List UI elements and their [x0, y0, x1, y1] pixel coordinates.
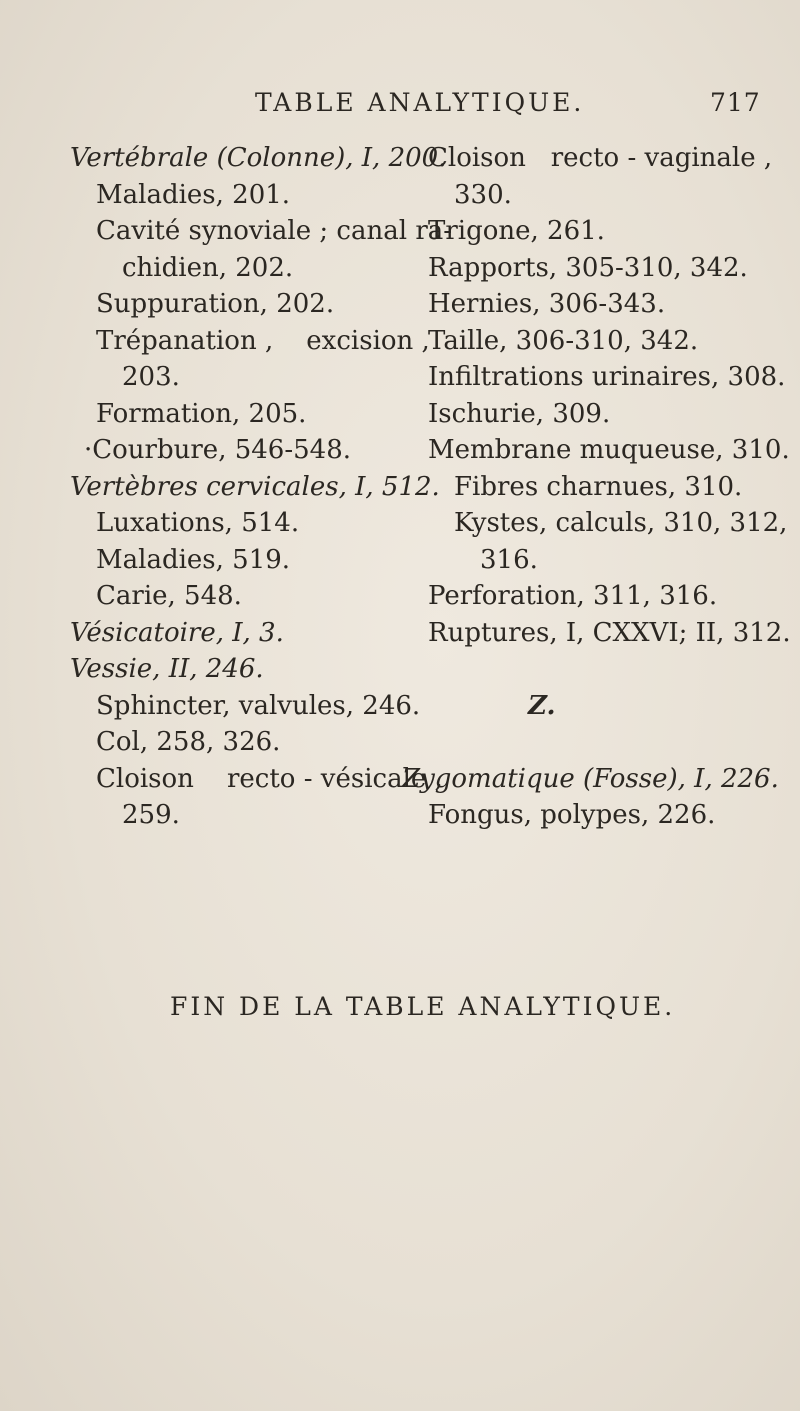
index-entry: Zygomatique (Fosse), I, 226. [402, 763, 779, 794]
index-subentry: Trigone, 261. [428, 216, 605, 246]
index-entry: Vésicatoire, I, 3. [70, 617, 284, 648]
index-continuation: 203. [122, 362, 180, 392]
index-subentry: Cloison recto - vésicale , [96, 763, 443, 794]
index-subentry: Sphincter, valvules, 246. [96, 690, 421, 721]
end-of-table-note: FIN DE LA TABLE ANALYTIQUE. [170, 992, 676, 1021]
index-subentry: Trépanation , excision , [96, 325, 430, 356]
left-column [70, 140, 453, 834]
index-subentry: Ischurie, 309. [428, 398, 611, 429]
right-column [402, 140, 791, 834]
index-subentry: Formation, 205. [96, 398, 307, 429]
index-subentry: Suppuration, 202. [96, 289, 335, 319]
index-subsubentry: Fibres charnues, 310. [454, 471, 743, 502]
index-subentry: Col, 258, 326. [96, 727, 281, 757]
index-entry: Vertébrale (Colonne), I, 200. [70, 143, 447, 173]
index-subentry: Maladies, 519. [96, 544, 291, 575]
index-subentry: Hernies, 306-343. [428, 289, 666, 319]
index-subentry: Membrane muqueuse, 310. [428, 435, 790, 465]
index-continuation: chidien, 202. [122, 252, 294, 283]
index-subentry: Cavité synoviale ; canal ra- [96, 216, 453, 246]
index-subentry: Ruptures, I, CXXVI; II, 312. [428, 617, 791, 648]
index-entry: Vessie, II, 246. [70, 654, 264, 684]
page-number: 717 [710, 88, 761, 117]
index-subsubentry: Kystes, calculs, 310, 312, [454, 508, 788, 538]
index-subentry: ·Courbure, 546-548. [84, 435, 352, 465]
spacer [428, 651, 788, 688]
index-subentry: Fongus, polypes, 226. [428, 800, 716, 830]
index-continuation: 316. [480, 544, 538, 575]
index-subentry: Perforation, 311, 316. [428, 581, 718, 611]
index-subentry: Infiltrations urinaires, 308. [428, 362, 786, 392]
index-subentry: Maladies, 201. [96, 179, 291, 210]
index-subentry: Luxations, 514. [96, 508, 300, 538]
index-continuation: 259. [122, 800, 180, 830]
spacer [428, 724, 788, 761]
index-subentry: Carie, 548. [96, 581, 242, 611]
index-subentry: Taille, 306-310, 342. [428, 325, 699, 356]
running-title: TABLE ANALYTIQUE. [255, 88, 585, 117]
section-letter: Z. [528, 690, 556, 721]
index-subentry: Cloison recto - vaginale , [428, 143, 773, 173]
index-entry: Vertèbres cervicales, I, 512. [70, 471, 440, 502]
index-continuation: 330. [454, 179, 512, 210]
index-subentry: Rapports, 305-310, 342. [428, 252, 748, 283]
